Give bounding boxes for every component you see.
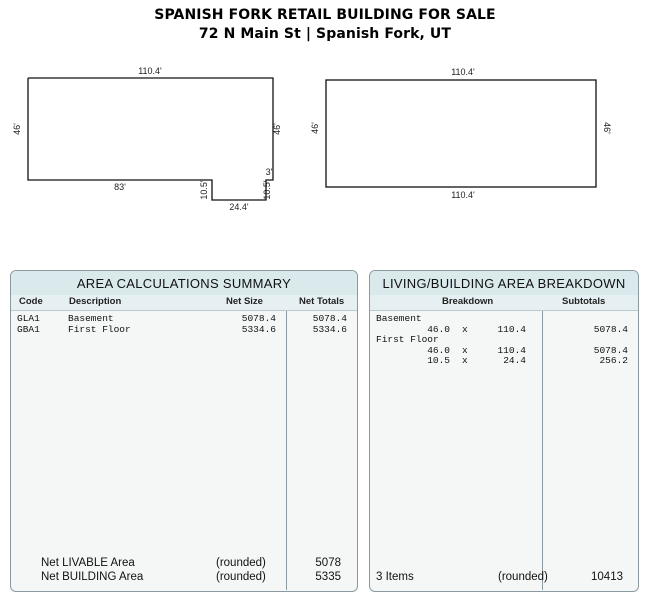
times-sign: x xyxy=(462,345,468,356)
subtotal: 5078.4 xyxy=(593,324,628,335)
breakdown-title: LIVING/BUILDING AREA BREAKDOWN xyxy=(382,276,626,291)
dim-right-bottom: 110.4' xyxy=(451,190,475,200)
footer-label: Net LIVABLE Area xyxy=(41,557,135,569)
row-code: GLA1 xyxy=(17,313,40,324)
dim-left-right: 46' xyxy=(272,123,282,135)
row-description: Basement xyxy=(68,313,114,324)
footer-value: 5335 xyxy=(315,571,341,583)
dim-b: 110.4 xyxy=(497,345,526,356)
column-divider xyxy=(542,311,543,590)
dim-left-bottom: 83' xyxy=(114,182,126,192)
row-net-total: 5334.6 xyxy=(312,324,347,335)
breakdown-column-headers xyxy=(370,295,638,311)
col-description: Description xyxy=(69,296,122,307)
times-sign: x xyxy=(462,324,468,335)
breakdown-header xyxy=(370,271,638,296)
subtotal: 5078.4 xyxy=(593,345,628,356)
group-label-basement: Basement xyxy=(376,313,422,324)
col-net-size: Net Size xyxy=(226,296,263,307)
footer-note: (rounded) xyxy=(216,571,266,583)
area-summary-header xyxy=(11,271,357,296)
floorplan-right-outline xyxy=(326,80,596,187)
col-subtotals: Subtotals xyxy=(562,296,606,307)
floorplan-left-outline xyxy=(28,78,273,200)
area-summary-panel xyxy=(10,270,358,592)
col-breakdown: Breakdown xyxy=(442,296,494,307)
dim-right-right: 46' xyxy=(602,122,612,134)
row-net-total: 5078.4 xyxy=(312,313,347,324)
subtotal: 256.2 xyxy=(599,355,628,366)
dim-b: 110.4 xyxy=(497,324,526,335)
col-code: Code xyxy=(19,296,43,307)
area-summary-column-headers xyxy=(11,295,357,311)
dim-b: 24.4 xyxy=(503,355,526,366)
dim-a: 10.5 xyxy=(427,355,450,366)
dim-right-left: 46' xyxy=(310,122,320,134)
times-sign: x xyxy=(462,355,468,366)
row-net-size: 5334.6 xyxy=(241,324,276,335)
dim-a: 46.0 xyxy=(427,324,450,335)
footer-note: (rounded) xyxy=(498,571,548,583)
dim-left-notch-right-top: 3' xyxy=(265,167,273,177)
column-divider xyxy=(286,311,287,590)
floorplan-sketches xyxy=(0,0,650,260)
dim-right-top: 110.4' xyxy=(451,67,475,77)
dim-left-top: 110.4' xyxy=(138,66,162,76)
col-net-totals: Net Totals xyxy=(299,296,345,307)
row-code: GBA1 xyxy=(17,324,40,335)
footer-note: (rounded) xyxy=(216,557,266,569)
dim-left-notch-right: 10.5' xyxy=(262,180,272,200)
page-title: SPANISH FORK RETAIL BUILDING FOR SALE xyxy=(154,7,496,23)
row-net-size: 5078.4 xyxy=(241,313,276,324)
row-description: First Floor xyxy=(68,324,131,335)
dim-left-notch-left: 10.5' xyxy=(199,180,209,200)
footer-label: Net BUILDING Area xyxy=(41,571,144,583)
footer-count: 3 Items xyxy=(376,571,414,583)
footer-value: 10413 xyxy=(591,571,623,583)
group-label-first-floor: First Floor xyxy=(376,334,439,345)
area-summary-title: AREA CALCULATIONS SUMMARY xyxy=(76,276,292,291)
dim-left-left: 46' xyxy=(12,123,22,135)
footer-value: 5078 xyxy=(315,557,341,569)
page-subtitle: 72 N Main St | Spanish Fork, UT xyxy=(198,26,452,42)
dim-left-notch-bottom: 24.4' xyxy=(229,202,249,212)
breakdown-panel xyxy=(369,270,639,592)
dim-a: 46.0 xyxy=(427,345,450,356)
